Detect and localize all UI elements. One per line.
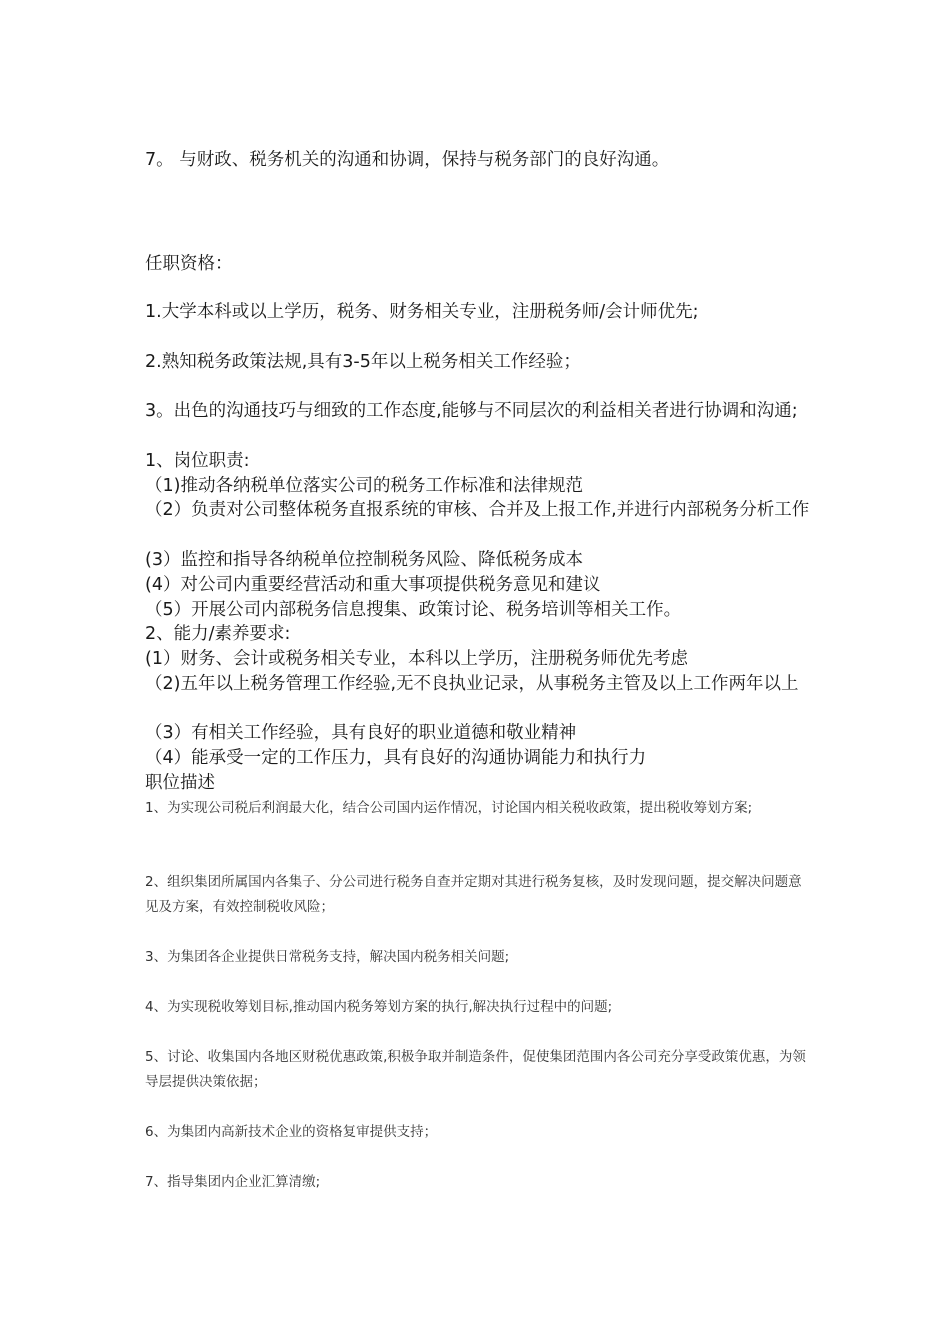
- ability-item-1: (1）财务、会计或税务相关专业，本科以上学历，注册税务师优先考虑: [145, 649, 688, 669]
- duty-item-4: (4）对公司内重要经营活动和重大事项提供税务意见和建议: [145, 575, 601, 595]
- ability-item-2: （2)五年以上税务管理工作经验,无不良执业记录，从事税务主管及以上工作两年以上: [145, 674, 799, 694]
- duty-item-1: （1)推动各纳税单位落实公司的税务工作标准和法律规范: [145, 476, 583, 496]
- description-item-4: 4、为实现税收筹划目标,推动国内税务筹划方案的执行,解决执行过程中的问题;: [145, 999, 613, 1015]
- description-item-2: 2、组织集团所属国内各集子、分公司进行税务自查并定期对其进行税务复核，及时发现问题，提交解决问题意见及方案，有效控制税收风险；: [145, 874, 802, 915]
- duty-item-5: （5）开展公司内部税务信息搜集、政策讨论、税务培训等相关工作。: [145, 600, 682, 620]
- qualification-item-2: 2.熟知税务政策法规,具有3-5年以上税务相关工作经验；: [145, 352, 581, 372]
- ability-item-4: （4）能承受一定的工作压力，具有良好的沟通协调能力和执行力: [145, 748, 647, 768]
- description-item-6: 6、为集团内高新技术企业的资格复审提供支持；: [145, 1124, 438, 1140]
- qualifications-heading: 任职资格：: [145, 254, 233, 274]
- responsibility-item-7: 7。 与财政、税务机关的沟通和协调，保持与税务部门的良好沟通。: [145, 150, 670, 170]
- description-item-3: 3、为集团各企业提供日常税务支持，解决国内税务相关问题;: [145, 949, 510, 965]
- description-item-1: 1、为实现公司税后利润最大化，结合公司国内运作情况，讨论国内相关税收政策，提出税收筹划方案;: [145, 800, 753, 816]
- description-item-7: 7、指导集团内企业汇算清缴;: [145, 1174, 321, 1190]
- description-item-5: 5、讨论、收集国内各地区财税优惠政策,积极争取并制造条件，促使集团范围内各公司充分享受政策优惠，为领导层提供决策依据；: [145, 1049, 806, 1090]
- duties-heading: 1、岗位职责:: [145, 451, 250, 471]
- qualification-item-1: 1.大学本科或以上学历，税务、财务相关专业，注册税务师/会计师优先;: [145, 302, 699, 322]
- duty-item-3: (3）监控和指导各纳税单位控制税务风险、降低税务成本: [145, 550, 583, 570]
- description-heading: 职位描述: [145, 773, 215, 793]
- ability-item-3: （3）有相关工作经验，具有良好的职业道德和敬业精神: [145, 723, 577, 743]
- qualification-item-3: 3。出色的沟通技巧与细致的工作态度,能够与不同层次的利益相关者进行协调和沟通;: [145, 401, 798, 421]
- duty-item-2: （2）负责对公司整体税务直报系统的审核、合并及上报工作,并进行内部税务分析工作: [145, 500, 810, 520]
- abilities-heading: 2、能力/素养要求:: [145, 624, 291, 644]
